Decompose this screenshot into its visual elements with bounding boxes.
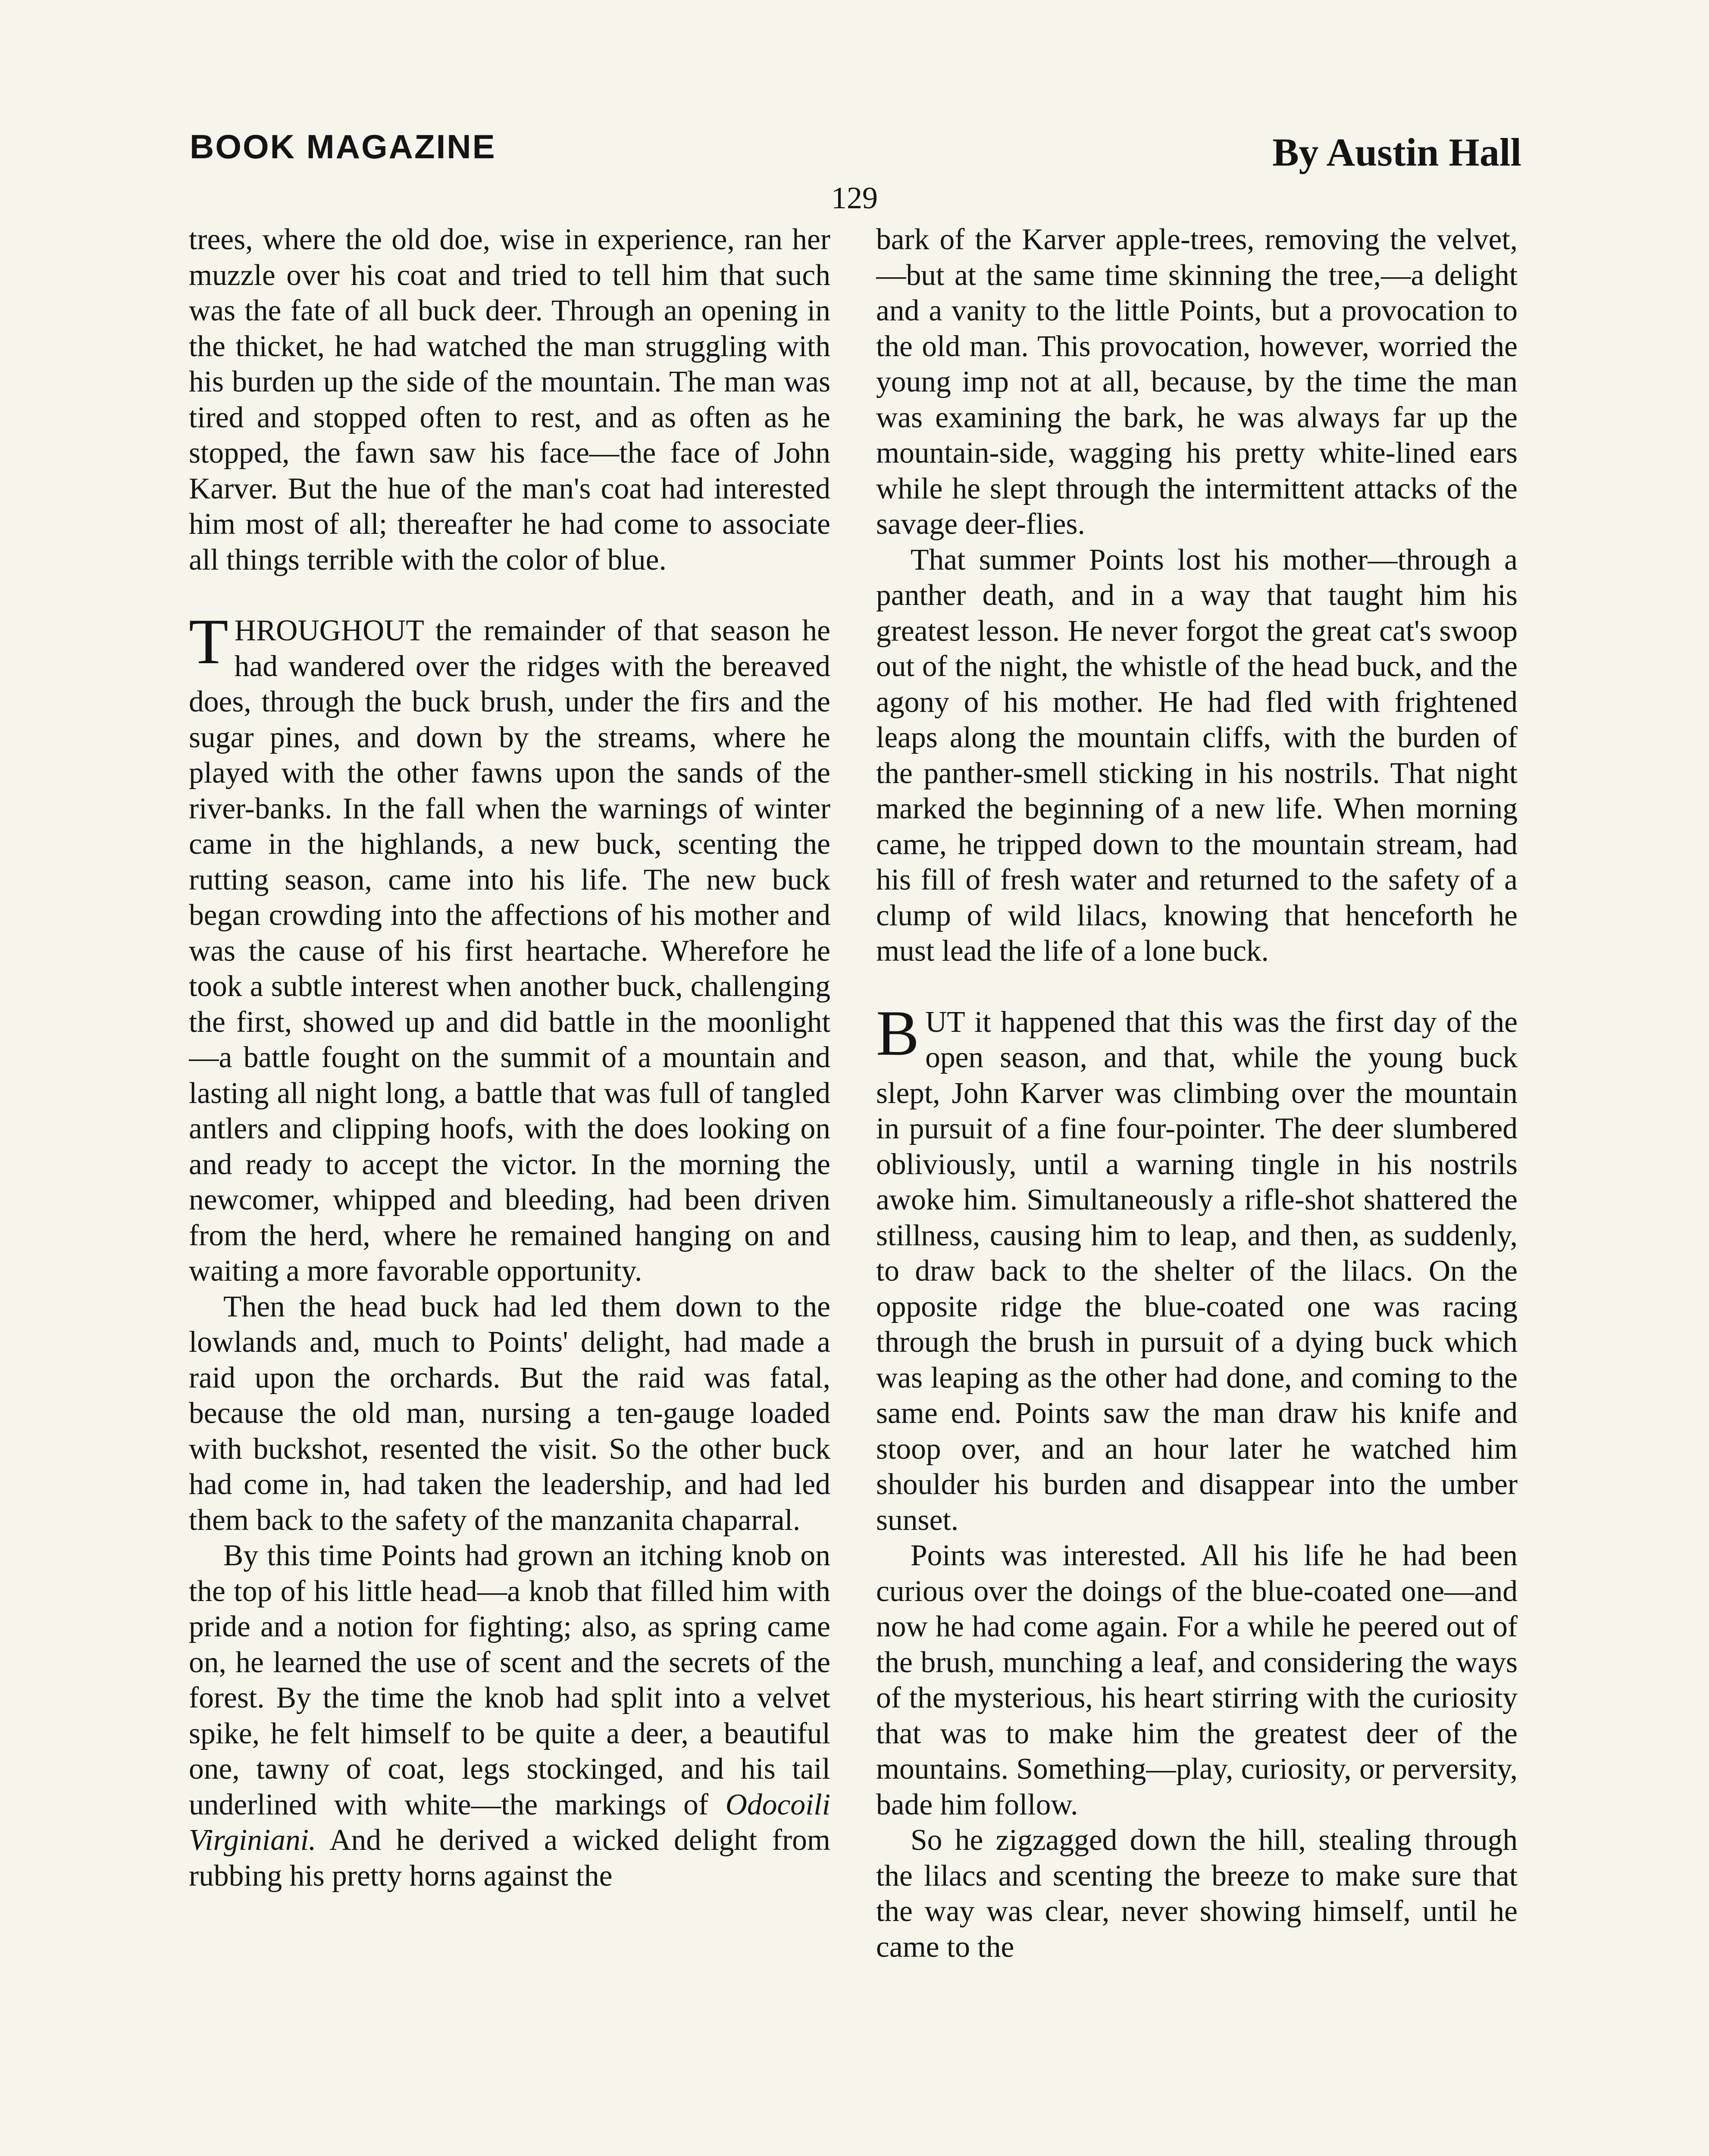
page-number: 129: [831, 181, 878, 215]
section-paragraph: [189, 606, 830, 1289]
author-byline: By Austin Hall: [1272, 130, 1521, 174]
paragraph-text: HROUGHOUT the remainder of that season he had wandered over the ridges with the bereaved does, through the buck brush, under the firs and the sugar pines, and down by the streams, where he played with the other fawns upon the sands of the river-banks. In the fall when the warnings of winter came in the highlands, a new buck, scenting the rutting season, came into his life. The new buck began crowding into the affections of his mother and was the cause of his first heartache. Wherefore he took a subtle interest when another buck, challenging the first, showed up and did battle in the moonlight—a battle fought on the summit of a mountain and lasting all night long, a battle that was full of tangled antlers and clipping hoofs, with the does looking on and ready to accept the victor. In the morning the newcomer, whipped and bleeding, had been driven from the herd, where he remained hanging on and waiting a more favorable opportunity.: [189, 614, 830, 1288]
paragraph: trees, where the old doe, wise in experience, ran her muzzle over his coat and tried to tell him that such was the fate of all buck deer. Through an opening in the thicket, he had watched the man struggling with his burden up the side of the mountain. The man was tired and stopped often to rest, and as often as he stopped, the fawn saw his face—the face of John Karver. But the hue of the man's coat had interested him most of all; thereafter he had come to associate all things terrible with the color of blue.: [189, 223, 830, 577]
paragraph-text: By this time Points had grown an itching knob on the top of his little head—a knob that filled him with pride and a notion for fighting; also, as spring came on, he learned the use of scent and the secrets of the forest. By the time the knob had split into a velvet spike, he felt himself to be quite a deer, a beautiful one, tawny of coat, legs stockinged, and his tail underlined with white—the markings of: [189, 1539, 830, 1821]
paragraph: That summer Points lost his mother—through a panther death, and in a way that taught him his greatest lesson. He never forgot the great cat's swoop out of the night, the whistle of the head buck, and the agony of his mother. He had fled with frightened leaps along the mountain cliffs, with the burden of the panther-smell sticking in his nostrils. That night marked the beginning of a new life. When morning came, he tripped down to the mountain stream, had his fill of fresh water and returned to the safety of a clump of wild lilacs, knowing that henceforth he must lead the life of a lone buck.: [876, 543, 1518, 968]
magazine-title: BOOK MAGAZINE: [190, 128, 496, 166]
paragraph: Points was interested. All his life he had been curious over the doings of the blue-coated one—and now he had come again. For a while he peered out of the brush, munching a leaf, and considering the ways of the mysterious, his heart stirring with the curiosity that was to make him the greatest deer of the mountains. Something—play, curiosity, or perversity, bade him follow.: [876, 1539, 1518, 1821]
paragraph-text: And he derived a wicked delight from rubbing his pretty horns against the: [189, 1824, 830, 1893]
paragraph: bark of the Karver apple-trees, removing the velvet,—but at the same time skinning the tree,—a delight and a vanity to the little Points, but a provocation to the old man. This provocation, however, worried the young imp not at all, because, by the time the man was examining the bark, he was always far up the mountain-side, wagging his pretty white-lined ears while he slept through the intermittent attacks of the savage deer-flies.: [876, 223, 1518, 541]
right-column: [876, 222, 1518, 2156]
left-column: [189, 222, 830, 2156]
paragraph-text: UT it happened that this was the first day of the open season, and that, while the young buck slept, John Karver was climbing over the mountain in pursuit of a fine four-pointer. The deer slumbered obliviously, until a warning tingle in his nostrils awoke him. Simultaneously a rifle-shot shattered the stillness, causing him to leap, and then, as suddenly, to draw back to the shelter of the lilacs. On the opposite ridge the blue-coated one was racing through the brush in pursuit of a dying buck which was leaping as the other had done, and coming to the same end. Points saw the man draw his knife and stoop over, and an hour later he watched him shoulder his burden and disappear into the umber sunset.: [876, 1005, 1518, 1537]
paragraph: [189, 1538, 830, 1894]
section-paragraph: [876, 997, 1518, 1539]
paragraph: So he zigzagged down the hill, stealing through the lilacs and scenting the breeze to make sure that the way was clear, never showing himself, until he came to the: [876, 1824, 1518, 1964]
drop-cap: T: [189, 606, 228, 677]
drop-cap: B: [876, 997, 920, 1069]
species-name: Odocoili Virginiani.: [189, 1788, 830, 1857]
paragraph: Then the head buck had led them down to the lowlands and, much to Points' delight, had made a raid upon the orchards. But the raid was fatal, because the old man, nursing a ten-gauge loaded with buckshot, resented the visit. So the other buck had come in, had taken the leadership, and had led them back to the safety of the manzanita chaparral.: [189, 1290, 830, 1537]
